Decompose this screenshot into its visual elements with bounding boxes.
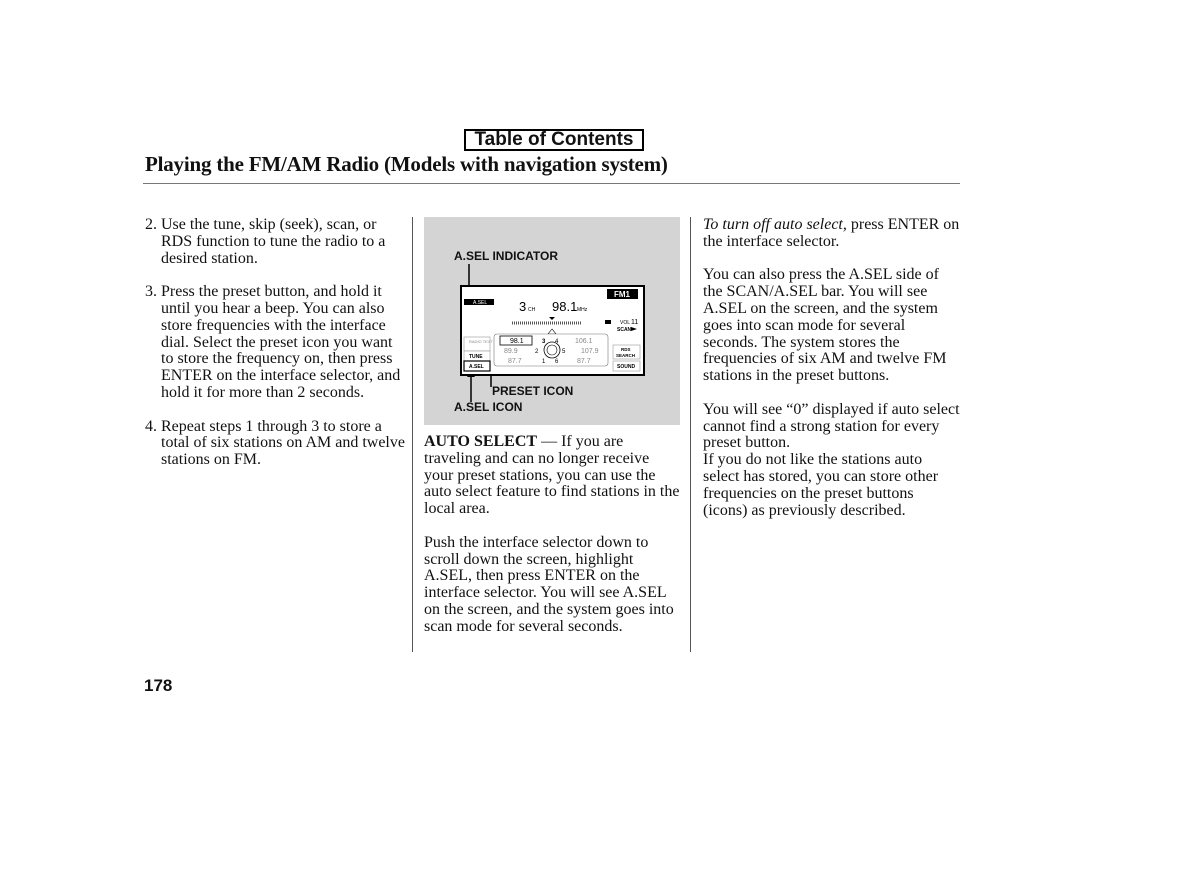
body-paragraph: You will see “0” displayed if auto select cannot find a strong station for every preset button. [703,400,960,452]
preset-right-1: 106.1 [575,338,593,345]
band-label: FM1 [614,290,630,299]
preset-number: 4 [555,339,559,345]
left-column [145,217,407,486]
step-item [145,419,407,469]
column-divider [412,217,413,652]
preset-left-1: 98.1 [510,338,524,345]
step-number: 2. [145,216,157,233]
auto-select-text: If you are traveling and can no longer receive your preset stations, you can use the auto select feature to find stations in the local area. [424,433,680,518]
preset-right-2: 107.9 [581,348,599,355]
middle-column [424,434,682,652]
step-text: Use the tune, skip (seek), scan, or RDS function to tune the radio to a desired station. [161,216,386,267]
preset-left-2: 89.9 [504,348,518,355]
preset-number: 6 [555,359,559,365]
interface-dial-inner [547,345,557,355]
preset-number: 1 [542,359,546,365]
frequency-unit: MHz [577,307,588,313]
preset-right-3: 87.7 [577,358,591,365]
page-number: 178 [144,676,173,695]
right-column [703,217,961,536]
auto-select-paragraph [424,434,682,518]
asel-tag: A.SEL [473,300,488,306]
table-of-contents-link[interactable]: Table of Contents [464,129,644,151]
rds-label: RDS [621,347,631,352]
asel-indicator-caption: A.SEL INDICATOR [454,249,559,263]
volume-value: 11 [631,319,639,326]
preset-number: 2 [535,349,539,355]
em-dash: — [541,433,558,450]
search-label: SEARCH [616,353,636,358]
body-paragraph [703,217,961,251]
channel-unit: CH [528,307,536,313]
step-text: Press the preset button, and hold it until you hear a beep. You can also store frequencies with the interface dial. Select the preset icon you want to store the frequency on, then press ENTER on the interface selector, and hold it for more than 2 seconds. [161,283,401,401]
italic-lead: To turn off auto select, [703,216,847,233]
channel-number: 3 [519,299,527,314]
preset-number: 5 [562,349,566,355]
body-paragraph: If you do not like the stations auto select has stored, you can store other frequencies on the preset buttons (icons) as previously described. [703,451,939,519]
preset-left-3: 87.7 [508,358,522,365]
preset-number: 3 [542,339,546,345]
volume-label: VOL [620,320,631,326]
radio-display-figure [424,217,680,425]
body-paragraph: Push the interface selector down to scroll down the screen, highlight A.SEL, then press ENTER on the interface selector. You will see A.SEL on the screen, and the system goes into scan mode for several seconds. [424,533,674,635]
step-text: Repeat steps 1 through 3 to store a total of six stations on AM and twelve stations on FM. [161,417,405,469]
column-divider [690,217,691,652]
radio-screen-illustration [424,217,680,425]
scan-label: SCAN [617,327,632,333]
page-title: Playing the FM/AM Radio (Models with navigation system) [145,152,668,176]
tune-label: TUNE [469,354,483,360]
asel-icon-caption: A.SEL ICON [454,400,523,414]
step-item [145,217,407,267]
step-number: 3. [145,283,157,301]
radio-text-label: RADIO TEXT [469,339,493,344]
title-rule [143,183,960,184]
auto-select-heading: AUTO SELECT [424,433,538,450]
sound-label: SOUND [617,364,636,370]
preset-icon-caption: PRESET ICON [492,384,574,398]
volume-bar [605,320,611,324]
lead-rest: press ENTER on the interface selector. [703,216,960,250]
asel-button-label: A.SEL [469,364,484,370]
body-paragraph: You can also press the A.SEL side of the SCAN/A.SEL bar. You will see A.SEL on the screen, and the system goes into scan mode for several seconds. The system stores the frequencies of six AM and twelve FM stations in the preset buttons. [703,266,947,385]
frequency: 98.1 [552,299,578,314]
step-item [145,284,407,402]
step-number: 4. [145,417,157,435]
